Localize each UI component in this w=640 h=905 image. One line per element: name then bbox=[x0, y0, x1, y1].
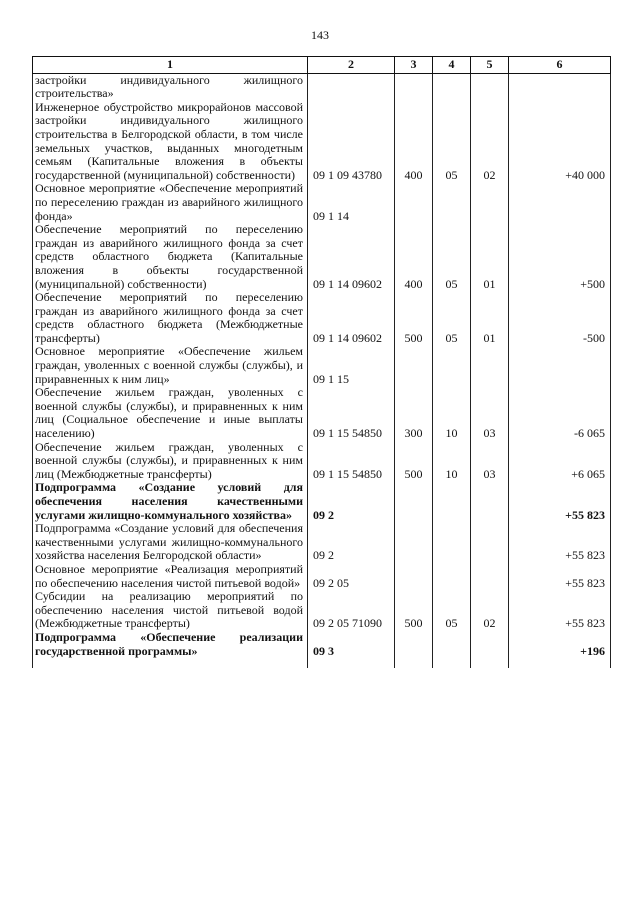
row-code: 09 2 05 bbox=[308, 563, 395, 590]
row-name: застройки индивидуального жилищного строительства» bbox=[33, 73, 308, 101]
table-row bbox=[33, 441, 611, 482]
table-row bbox=[33, 73, 611, 101]
row-col-3 bbox=[395, 563, 433, 590]
header-col-5: 5 bbox=[471, 57, 509, 74]
row-code: 09 2 bbox=[308, 522, 395, 563]
row-code: 09 1 14 09602 bbox=[308, 291, 395, 345]
header-col-6: 6 bbox=[509, 57, 611, 74]
row-col-5: 03 bbox=[471, 441, 509, 482]
row-col-5 bbox=[471, 563, 509, 590]
row-name: Обеспечение мероприятий по переселению граждан из аварийного жилищного фонда за счет средств областного бюджета (Капитальные вложения в объекты государственной (муниципальной) собственности) bbox=[33, 223, 308, 291]
page-number: 143 bbox=[311, 28, 329, 42]
row-col-3 bbox=[395, 631, 433, 658]
row-col-5 bbox=[471, 73, 509, 101]
row-col-3: 400 bbox=[395, 223, 433, 291]
row-amount: -500 bbox=[509, 291, 611, 345]
row-amount: +500 bbox=[509, 223, 611, 291]
row-col-4: 05 bbox=[433, 223, 471, 291]
row-col-4 bbox=[433, 481, 471, 522]
table-row bbox=[33, 345, 611, 386]
row-col-3 bbox=[395, 182, 433, 223]
row-col-5: 02 bbox=[471, 101, 509, 183]
row-amount: +6 065 bbox=[509, 441, 611, 482]
row-col-5 bbox=[471, 631, 509, 658]
row-code: 09 1 14 bbox=[308, 182, 395, 223]
row-col-3: 500 bbox=[395, 291, 433, 345]
row-name: Обеспечение жильем граждан, уволенных с военной службы (службы), и приравненных к ним лиц (Социальное обеспечение и иные выплаты населению) bbox=[33, 386, 308, 440]
row-code: 09 2 05 71090 bbox=[308, 590, 395, 631]
row-name: Подпрограмма «Создание условий для обеспечения населения качественными услугами жилищно-коммунального хозяйства» bbox=[33, 481, 308, 522]
row-amount: +40 000 bbox=[509, 101, 611, 183]
row-code: 09 1 15 54850 bbox=[308, 386, 395, 440]
row-col-4 bbox=[433, 631, 471, 658]
row-col-4: 05 bbox=[433, 101, 471, 183]
row-code: 09 3 bbox=[308, 631, 395, 658]
row-name: Основное мероприятие «Обеспечение жильем граждан, уволенных с военной службы (службы), и приравненных к ним лиц» bbox=[33, 345, 308, 386]
spacer-cell bbox=[509, 658, 611, 668]
budget-table bbox=[32, 56, 611, 668]
row-col-5 bbox=[471, 481, 509, 522]
row-name: Обеспечение мероприятий по переселению граждан из аварийного жилищного фонда за счет средств областного бюджета (Межбюджетные трансферты) bbox=[33, 291, 308, 345]
spacer-cell bbox=[308, 658, 395, 668]
row-col-3 bbox=[395, 345, 433, 386]
table-row bbox=[33, 101, 611, 183]
header-col-1: 1 bbox=[33, 57, 308, 74]
row-col-4: 10 bbox=[433, 441, 471, 482]
row-col-4 bbox=[433, 73, 471, 101]
row-col-5 bbox=[471, 182, 509, 223]
row-code: 09 2 bbox=[308, 481, 395, 522]
row-col-4 bbox=[433, 563, 471, 590]
row-amount: +55 823 bbox=[509, 563, 611, 590]
row-name: Подпрограмма «Обеспечение реализации государственной программы» bbox=[33, 631, 308, 658]
row-col-3: 500 bbox=[395, 441, 433, 482]
row-col-4: 05 bbox=[433, 291, 471, 345]
table-row bbox=[33, 182, 611, 223]
row-col-4: 05 bbox=[433, 590, 471, 631]
row-col-3 bbox=[395, 522, 433, 563]
table-row bbox=[33, 590, 611, 631]
header-col-3: 3 bbox=[395, 57, 433, 74]
row-col-5 bbox=[471, 345, 509, 386]
table-row bbox=[33, 223, 611, 291]
row-col-3 bbox=[395, 73, 433, 101]
row-amount bbox=[509, 182, 611, 223]
row-col-3 bbox=[395, 481, 433, 522]
row-amount: +55 823 bbox=[509, 522, 611, 563]
table-header bbox=[33, 57, 611, 74]
row-code bbox=[308, 73, 395, 101]
row-col-3: 300 bbox=[395, 386, 433, 440]
row-col-5: 01 bbox=[471, 291, 509, 345]
row-name: Подпрограмма «Создание условий для обеспечения качественными услугами жилищно-коммунального хозяйства населения Белгородской области» bbox=[33, 522, 308, 563]
row-code: 09 1 15 54850 bbox=[308, 441, 395, 482]
table-row bbox=[33, 291, 611, 345]
table-body bbox=[33, 73, 611, 668]
row-col-5: 02 bbox=[471, 590, 509, 631]
row-col-4: 10 bbox=[433, 386, 471, 440]
row-col-3: 500 bbox=[395, 590, 433, 631]
row-col-5 bbox=[471, 522, 509, 563]
row-name: Обеспечение жильем граждан, уволенных с военной службы (службы), и приравненных к ним лиц (Межбюджетные трансферты) bbox=[33, 441, 308, 482]
row-code: 09 1 09 43780 bbox=[308, 101, 395, 183]
row-amount: -6 065 bbox=[509, 386, 611, 440]
row-col-4 bbox=[433, 522, 471, 563]
header-row bbox=[33, 57, 611, 74]
row-col-4 bbox=[433, 345, 471, 386]
table-row bbox=[33, 386, 611, 440]
table-row bbox=[33, 563, 611, 590]
row-code: 09 1 15 bbox=[308, 345, 395, 386]
table-row bbox=[33, 522, 611, 563]
row-name: Основное мероприятие «Обеспечение мероприятий по переселению граждан из аварийного жилищного фонда» bbox=[33, 182, 308, 223]
row-col-4 bbox=[433, 182, 471, 223]
row-amount bbox=[509, 73, 611, 101]
table-spacer-row bbox=[33, 658, 611, 668]
table-row bbox=[33, 631, 611, 658]
spacer-cell bbox=[33, 658, 308, 668]
spacer-cell bbox=[433, 658, 471, 668]
spacer-cell bbox=[395, 658, 433, 668]
table-row bbox=[33, 481, 611, 522]
row-name: Основное мероприятие «Реализация мероприятий по обеспечению населения чистой питьевой водой» bbox=[33, 563, 308, 590]
row-col-5: 01 bbox=[471, 223, 509, 291]
row-amount: +196 bbox=[509, 631, 611, 658]
header-col-4: 4 bbox=[433, 57, 471, 74]
row-amount: +55 823 bbox=[509, 481, 611, 522]
row-amount bbox=[509, 345, 611, 386]
header-col-2: 2 bbox=[308, 57, 395, 74]
row-col-3: 400 bbox=[395, 101, 433, 183]
spacer-cell bbox=[471, 658, 509, 668]
row-col-5: 03 bbox=[471, 386, 509, 440]
row-code: 09 1 14 09602 bbox=[308, 223, 395, 291]
row-name: Субсидии на реализацию мероприятий по обеспечению населения чистой питьевой водой (Межбюджетные трансферты) bbox=[33, 590, 308, 631]
row-name: Инженерное обустройство микрорайонов массовой застройки индивидуального жилищного строительства в Белгородской области, в том числе земельных участков, выданных многодетным семьям (Капитальные вложения в объекты государственной (муниципальной) собственности) bbox=[33, 101, 308, 183]
row-amount: +55 823 bbox=[509, 590, 611, 631]
